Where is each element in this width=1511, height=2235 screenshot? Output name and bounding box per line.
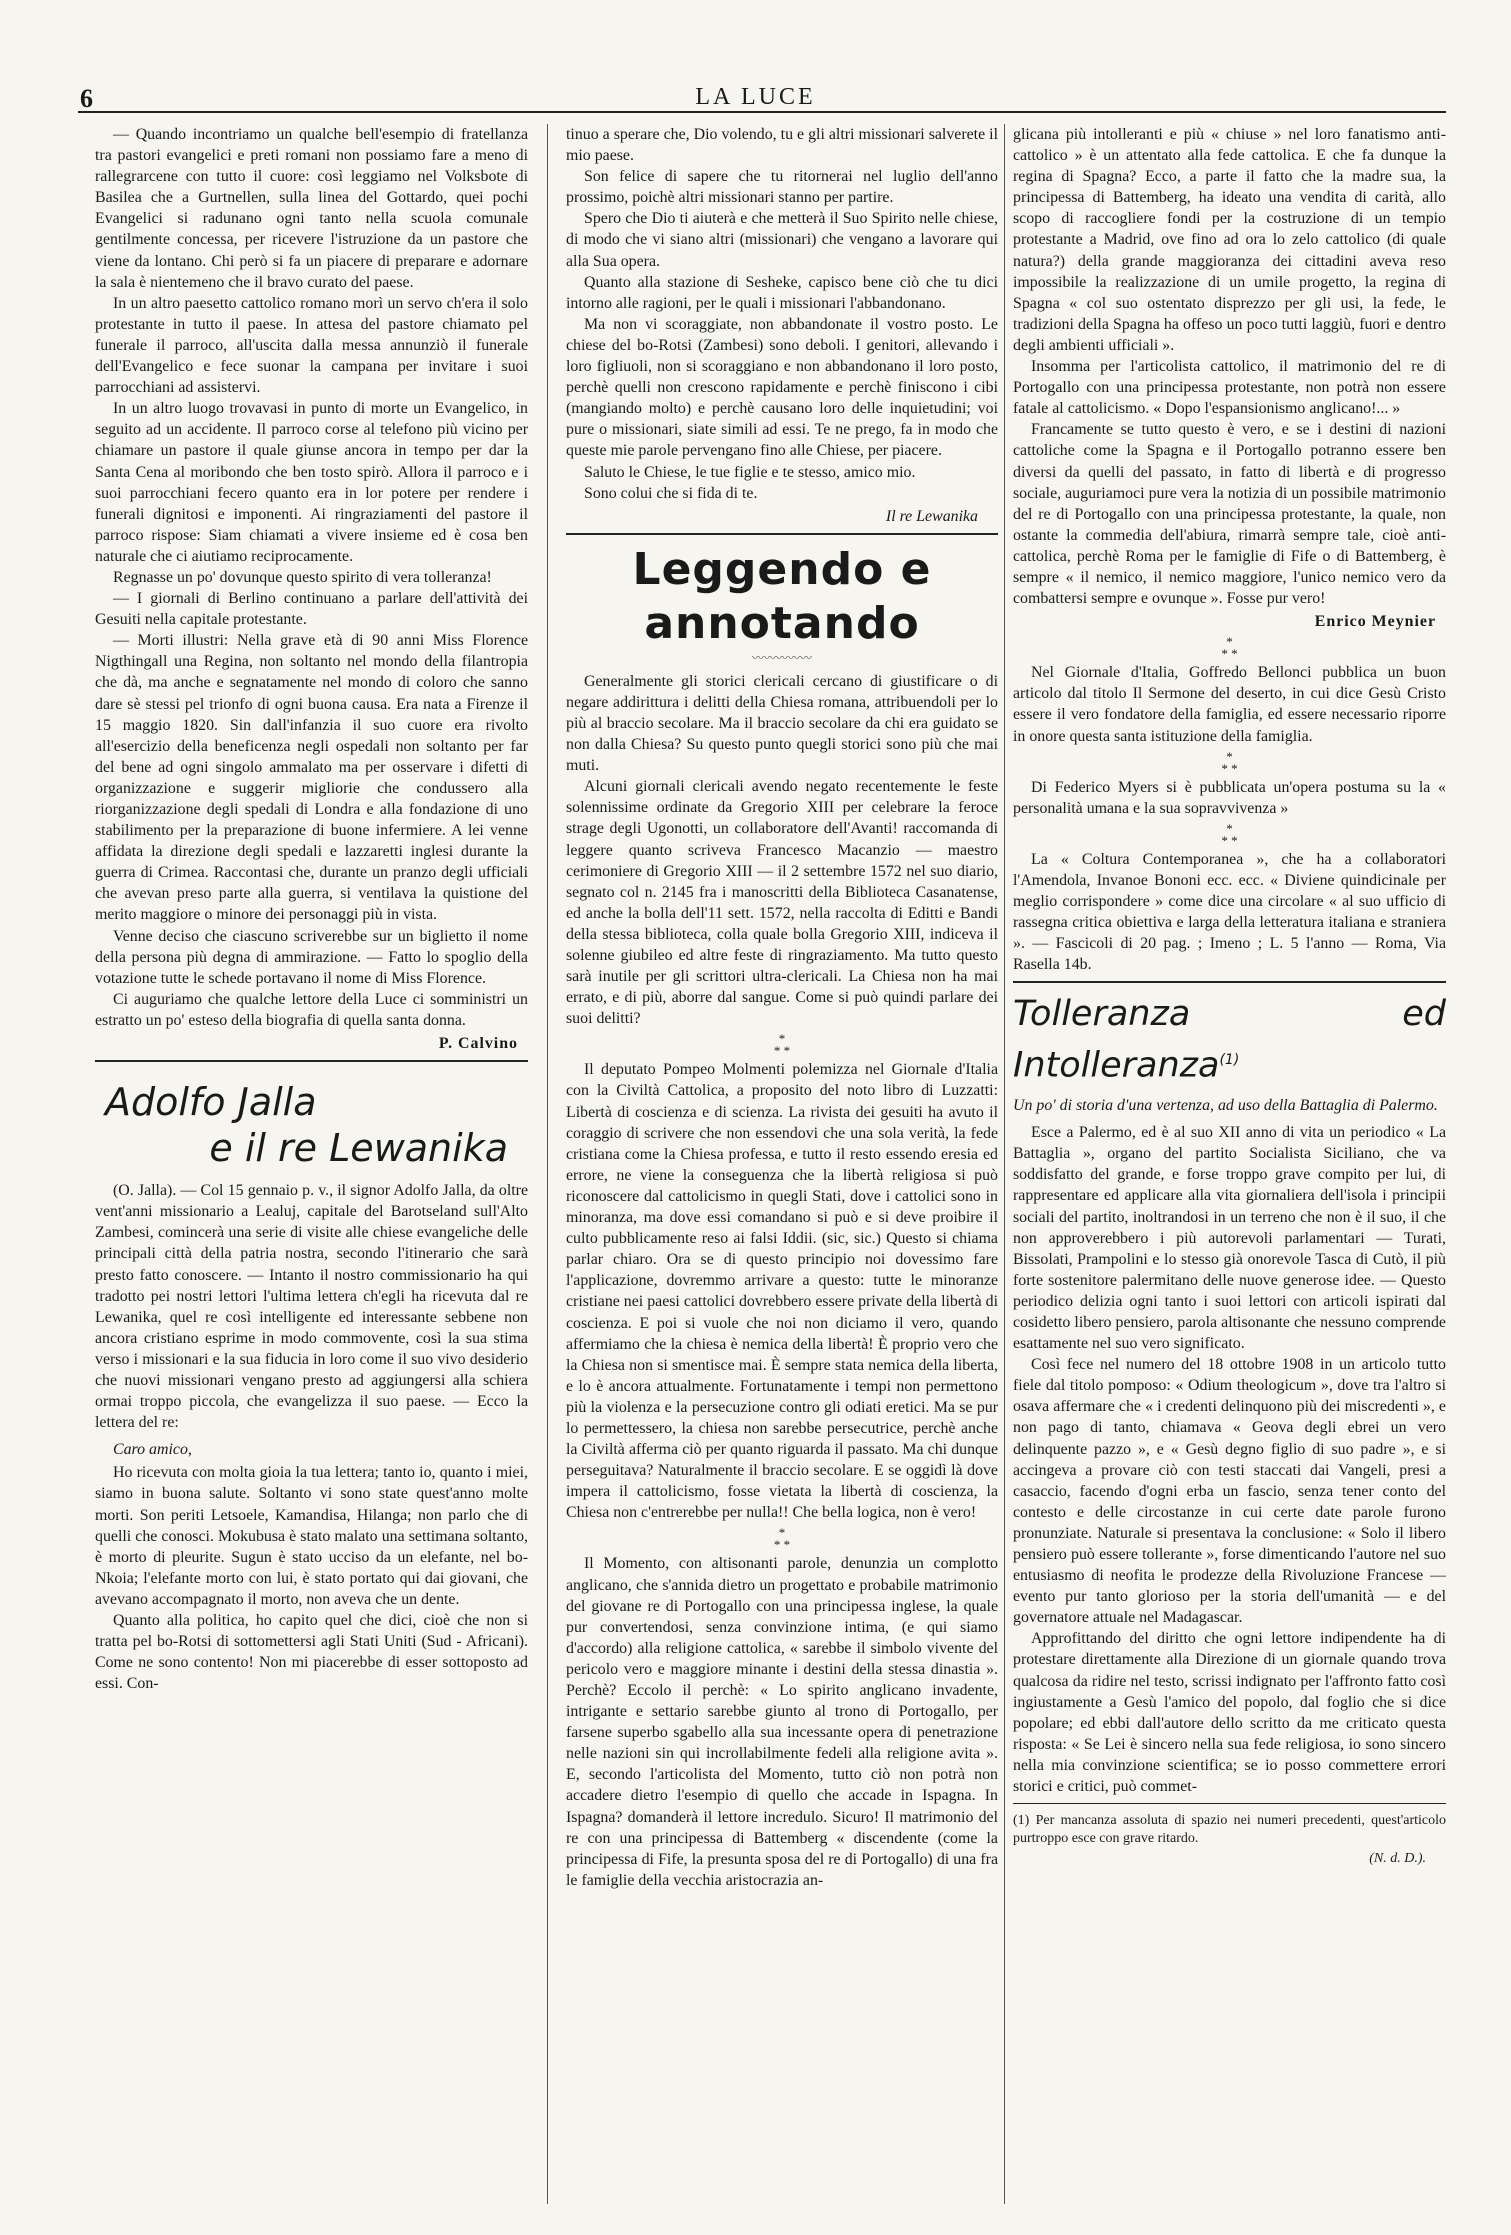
paragraph: Così fece nel numero del 18 ottobre 1908 in un articolo tutto fiele dal titolo pomposo: « Odium theologicum », dove tra l'altro si osava affermare che « i credenti delinquono più dei miscredenti », e non pago di tanto, chiamava « Geova degli ebrei un vero delinquente pazzo », e « Gesù degno figlio di suo padre », e si accingeva a provare ciò con testi staccati dai Vangeli, presi a casaccio, facendo d'ogni erba un fascio, senza tener conto del contesto e delle circostanze in cui certe date parole furono pronunziate. Naturale si presentava la conclusione: « Solo il libero pensiero può essere tollerante », forse dimenticando l'autore nel suo entusiasmo di neofita le prodezze della Rivoluzione Francese — evento pur tanto glorioso per la storia dell'umanità — e del governatore attuale nel Madagascar. [1013,1356,1446,1627]
section-rule [566,533,998,535]
paragraph: Venne deciso che ciascuno scriverebbe sur un biglietto il nome della persona più degna di ammirazione. — Fatto lo spoglio della votazione tutte le schede portavano il nome di Miss Florence. [95,927,528,987]
footnote [1013,1812,1446,1868]
article-subtitle: Un po' di storia d'una vertenza, ad uso della Battaglia di Palermo. [1013,1097,1438,1115]
paragraph: Quanto alla politica, ho capito quel che dici, cioè che non si tratta pel bo-Rotsi di sottomettersi agli Stati Uniti (Sud - Africani). Come ne sono contento! Non mi piacerebbe di esser sottoposto ad essi. Con- [95,1612,528,1693]
paragraph: (O. Jalla). — Col 15 gennaio p. v., il signor Adolfo Jalla, da oltre vent'anni missionario a Lealuj, capitale del Barotseland sull'Alto Zambesi, comincerà una serie di visite alle chiese evangeliche delle principali città della patria nostra, secondo l'itinerario che sarà presto fatto conoscere. — Intanto il nostro commissionario ha qui tradotto pei nostri lettori l'ultima lettera ch'egli ha ricevuta dal re Lewanika, quel re così intelligente ed interessante sebbene non ancora cristiano esprime in modo commovente, così la sua stima verso i missionari e la sua fiducia in loro come il suo vivo desiderio che nuovi missionari vengano presto ad aggiungersi alla schiera ormai troppo piccola, che evangelizza il suo paese. — Ecco la lettera del re: [95,1182,528,1432]
paragraph: Alcuni giornali clericali avendo negato recentemente le feste solennissime ordinate da Gregorio XIII per celebrare la feroce strage degli Ugonotti, un collaboratore dell'Avanti! raccomanda di leggere quanto scriveva Francesco Macanzio — maestro cerimoniere di Gregorio XIII — il 2 settembre 1572 nel suo diario, segnato col n. 2145 fra i manoscritti della Biblioteca Casanatense, ed anche la bolla dell'11 sett. 1572, nella raccolta di Editti e Bandi della stessa biblioteca, colla quale bolla Gregorio XIII, indiceva il solenne giubileo ed altre feste di ringraziamento. Ma tutto questo sarà inutile per gli scrittori ultra-clericali. La Chiesa non ha mai errato, e di più, aborre dal sangue. Come si può quindi parlare dei suoi delitti? [566,778,998,1028]
paragraph: Quanto alla stazione di Sesheke, capisco bene ciò che tu dici intorno alle ragioni, per le quali i missionari l'abbandonano. [566,273,998,312]
title-ornament: 〰〰〰〰〰 [751,650,812,665]
article-title-lewanika: e il re Lewanika [209,1126,508,1171]
paragraph: Nel Giornale d'Italia, Goffredo Bellonci pubblica un buon articolo dal titolo Il Sermone del deserto, in cui dice Gesù Cristo essere il vero fondatore della famiglia, ed essere necessario riporre in onore questa santa istituzione della famiglia. [1013,664,1446,745]
paragraph: Generalmente gli storici clericali cercano di giustificare o di negare addirittura i delitti della Chiesa romana, attribuendoli per lo più al braccio secolare. Ma il braccio secolare da chi era guidato se non dalla Chiesa? Su questo punto quegli storici sono più che mai muti. [566,672,998,775]
paragraph: Sono colui che si fida di te. [584,484,758,502]
section-title-leggendo: Leggendo e annotando [632,543,932,649]
paragraph: glicana più intolleranti e più « chiuse » nel loro fanatismo anti-cattolico » è un attentato alla fede cattolica. E che fa dunque la regina di Spagna? Ecco, a parte il fatto che la madre sua, la principessa di Battemberg, ha ideato una vendita di carità, allo scopo di raccogliere fondi per la costruzione di un tempio protestante a Madrid, ove fino ad ora lo zelo cattolico (di quale natura?) della grande maggioranza dei cittadini aveva reso impossibile la realizzazione di un umile progetto, la regina di Spagna « col suo ostentato disprezzo per gli usi, la fede, le tradizioni della Spagna ha offeso un poco tutti laggiù, fuori e dentro degli ambienti ufficiali ». [1013,126,1446,354]
footnote-text: (1) Per mancanza assoluta di spazio nei numeri precedenti, quest'articolo purtroppo esce con grave ritardo. [1013,1813,1446,1847]
column-rule-1 [547,124,548,2204]
article-title-tolleranza [1013,991,1446,1089]
column-rule-2 [1004,124,1005,2204]
separator-asterism: * * * [773,1525,791,1553]
footnote-marker: (1) [1219,1052,1240,1069]
page-number: 6 [80,84,93,113]
paragraph: Saluto le Chiese, le tue figlie e te stesso, amico mio. [584,463,916,481]
separator-asterism: * * * [773,1031,791,1059]
column-2 [566,124,998,2214]
footnote-rule [1013,1803,1446,1804]
paragraph: Regnasse un po' dovunque questo spirito di vera tolleranza! [113,568,492,586]
paragraph: Il deputato Pompeo Molmenti polemizza nel Giornale d'Italia con la Civiltà Cattolica, a proposito del noto libro di Luzzatti: Libertà di coscienza e di scienza. La rivista dei gesuiti ha avuto il coraggio di scrivere che non essendovi che una sola verità, la fede cristiana come la Chiesa professa, e tutto il resto essendo eresia ed errore, ne viene la conseguenza che la libertà religiosa si può riconoscere dal cattolicismo in quegli Stati, dove i cattolici sono in minoranza, ma dove essi comandano si può e si deve proibire il culto pubblicamente reso ai falsi Iddii. (sic, sic.) Questo si chiama parlar chiaro. Ora se di questo principio noi dovessimo fare l'applicazione, dovremmo arrivare a questo: tutte le minoranze cristiane nei paesi cattolici dovrebbero essere private della libertà di coscienza. E poi si vuole che noi non diciamo il vero, quando affermiamo che la chiesa è nemica della libertà! È proprio vero che la Chiesa non si smentisce mai. È sempre stata nemica della liberta, e lo è ancora attualmente. Fortunatamente i tempi non permettono più la violenza e la persecuzione contro gli odiati eretici. Ma se pur lo permettessero, la chiesa non sarebbe persecutrice, perchè anche la Civiltà afferma ciò per quanto riguarda il passato. Ma chi dunque perseguitava? Naturalmente il braccio secolare. E se oggidì là dove impera il cattolicismo, fosse vietata la libertà di coscienza, la Chiesa non c'entrerebbe per nulla!! Che bella logica, non è vero! [566,1061,998,1522]
article-title-adolfo-jalla: Adolfo Jalla [105,1080,317,1125]
paragraph: Son felice di sapere che tu ritornerai nel luglio dell'anno prossimo, poichè altri missionari stanno per partire. [566,168,998,207]
paragraph: Di Federico Myers si è pubblicata un'opera postuma su la « personalità umana e la sua sopravvivenza » [1013,778,1446,817]
column-1 [95,124,528,2214]
paragraph: Il Momento, con altisonanti parole, denunzia un complotto anglicano, che s'annida dietro un progettato e probabile matrimonio del giovane re di Portogallo con una principessa inglese, la quale pur convertendosi, senza convinzione intima, (e qui siamo d'accordo) alla religione cattolica, « sarebbe il simbolo vivente del pericolo vero e maggiore minante i destini della stessa dinastia ». Perchè? Eccolo il perchè: « Lo spirito anglicano invadente, intrigante e settario sarebbe giunto al trono di Portogallo, per farsene superbo sgabello alla sua incessante opera di penetrazione nelle nazioni sin qui incrollabilmente fedeli alla religione avita ». E, secondo l'articolista del Momento, tutto ciò non potrà non accadere dietro l'esempio di quello che accade in Ispagna. In Ispagna? domanderà il lettore incredulo. Sicuro! Il matrimonio del re con una principessa di Battemberg « discendente (come la principessa di Fife, la presunta sposa del re di Portogallo) di una fra le famiglie della vecchia aristocrazia an- [566,1555,998,1889]
letter-salutation: Caro amico, [113,1441,192,1459]
paragraph: — Morti illustri: Nella grave età di 90 anni Miss Florence Nigthingall una Regina, non soltanto nel mondo della filantropia che dà, ma anche e segnatamente nel mondo di coloro che sanno dare sè stessi pel trionfo di ogni buona causa. Era nata a Firenze il 15 maggio 1820. Sin dall'infanzia il suo cuore era rivolto all'esercizio della beneficenza negli ospedali non soltanto per far del bene ad ogni singolo ammalato ma per osservare i difetti di organizzazione e suggerir migliorie che condussero alla riorganizzazione degli spedali di Londra e alla fondazione di uno stabilimento per la preparazione di buone infermiere. A lei venne affidata la direzione degli spedali e lazzaretti inglesi durante la guerra di Crimea. Raccontasi che, durante un pranzo degli ufficiali che avevan preso parte alla guerra, si ventilava la quistione del merito maggiore o minore dei personaggi più in vista. [95,632,528,924]
paragraph: Esce a Palermo, ed è al suo XII anno di vita un periodico « La Battaglia », organo del partito Socialista Siciliano, che va soddisfatto del grande, e forse troppo grave compito per lui, di rappresentare ed applicare alla vita giornaliera dell'isola i principii sociali del partito, inoltrandosi in un terreno che non è il suo, il che non approverebbero i più autorevoli parlamentari — Turati, Bissolati, Prampolini e lo stesso già onorevole Tasca di Cutò, il più forte sostenitore palermitano delle nuove generose idee. — Questo periodico delizia ogni tanto i suoi lettori con articoli ispirati dal cosidetto libero pensiero, parola altisonante che nessuno comprende esattamente nel suo vero significato. [1013,1124,1446,1353]
signature-meynier: Enrico Meynier [1314,613,1436,631]
paragraph: Ci auguriamo che qualche lettore della Luce ci somministri un estratto un po' esteso della biografia di quella santa donna. [95,990,528,1029]
paragraph: La « Coltura Contemporanea », che ha a collaboratori l'Amendola, Invanoe Bononi ecc. ecc. « Diviene quindicinale per meglio corrispondere » come dice una circolare « al suo ufficio di rassegna critica obiettiva e larga della letteratura italiana e straniera ». — Fascicoli di 20 pag. ; Imeno ; L. 5 l'anno — Roma, Via Rasella 14b. [1013,850,1446,974]
paragraph: Spero che Dio ti aiuterà e che metterà il Suo Spirito nelle chiese, di modo che vi siano altri (missionari) che vengano a lavorare qui alla Sua opera. [566,210,998,270]
title-text: Tolleranza ed Intolleranza [1013,994,1446,1087]
signature-calvino: P. Calvino [438,1035,518,1053]
journal-masthead: LA LUCE [695,84,816,110]
paragraph: Francamente se tutto questo è vero, e se i destini di nazioni cattoliche come la Spagna e il Portogallo potranno essere ben diversi da quelli del passato, in fatto di libertà e di progresso sociale, auguriamoci pure vera la notizia di un possibile matrimonio del re di Portogallo con una principessa protestante, la quale, non ostante la commedia dell'abiura, rimarrà sempre tale, cioè anti-cattolica, perchè Roma per le famiglie di Fife o di Battemberg, è sempre « il nemico, il nemico maggiore, l'unico nemico vero da combattersi sempre e ovunque ». Fosse pur vero! [1013,421,1446,608]
separator-asterism: * * * [1221,820,1238,848]
separator-asterism: * * * [1221,748,1238,776]
separator-asterism: * * * [1221,634,1238,662]
paragraph: In un altro luogo trovavasi in punto di morte un Evangelico, in seguito ad un accidente. Il parroco corse al telefono più vicino per chiamare un pastore il quale giunse ancora in tempo per dar la Santa Cena al moribondo che ben tosto spirò. Allora il parroco e i suoi parrocchiani fecero quanto era in lor potere per rendere i funerali dignitosi e imponenti. Ai ringraziamenti del pastore il parroco rispose: Siam chiamati a vivere insieme ed è cosa ben naturale che ci aiutiamo reciprocamente. [95,400,528,565]
section-rule [95,1060,528,1062]
header-rule [78,111,1446,113]
paragraph: Ho ricevuta con molta gioia la tua lettera; tanto io, quanto i miei, siamo in buona salute. Soltanto vi sono state quest'anno molte morti. Son periti Letsoele, Kamandisa, Hilanga; non parlo che di quelli che conosci. Mokubusa è stato malato una settimana soltanto, è morto di pleurite. Sugun è stato ucciso da un elefante, nel bo-Nkoia; l'elefante morto con lui, è stato portato qui dai giovani, che avevano accompagnato il morto, non aveva che un dente. [95,1464,528,1608]
paragraph: — Quando incontriamo un qualche bell'esempio di fratellanza tra pastori evangelici e preti romani non possiamo fare a meno di rallegrarcene con tutto il cuore: così leggiamo nel Volksbote di Basilea che a Gurtnellen, sulla linea del Gottardo, quei pochi Evangelici si radunano ogni tanto nella scuola comunale gentilmente concessa, per ricevere l'istruzione da un pastore che viene da lontano. Chi però si fa un piacere di preparare e adornare la sala è nientemeno che il bravo curato del paese. [95,126,528,291]
paragraph: tinuo a sperare che, Dio volendo, tu e gli altri missionari salverete il mio paese. [566,126,998,165]
section-rule [1013,981,1446,983]
paragraph: In un altro paesetto cattolico romano morì un servo ch'era il solo protestante in tutto il paese. In attesa del pastore chiamato pel funerale il parroco, all'uscita dalla messa annunziò il funerale dell'Evangelico e fece suonar la campana per invitare i suoi parrocchiani ad assistervi. [95,294,528,397]
signature-lewanika: Il re Lewanika [885,507,978,525]
column-3 [1013,124,1446,2214]
paragraph: Approfittando del diritto che ogni lettore indipendente ha di protestare direttamente alla Direzione di un giornale quando trova qualcosa da ridire nel testo, scrissi indignato per l'affronto fatto così ingiustamente a Gesù l'amico del popolo, dal foglio che si dice popolare; ed ebbi dall'autore dello scritto da me criticato questa risposta: « Se Lei è sincero nella sua fede religiosa, io sono sincero nella mia convinzione scientifica; se io posso commettere errori storici e critici, può commet- [1013,1630,1446,1796]
paragraph: Insomma per l'articolista cattolico, il matrimonio del re di Portogallo con una principessa protestante, non potrà non essere fatale al cattolicismo. « Dopo l'espansionismo anglicano!... » [1013,358,1446,418]
footnote-signature: (N. d. D.). [1369,1851,1426,1867]
paragraph: — I giornali di Berlino continuano a parlare dell'attività dei Gesuiti nella capitale protestante. [95,590,528,629]
paragraph: Ma non vi scoraggiate, non abbandonate il vostro posto. Le chiese del bo-Rotsi (Zambesi) sono deboli. I genitori, allevando i loro figliuoli, non si scoraggiano e non abbandonano il loro posto, perchè quelli non crescono rapidamente e perchè finiscono i cibi (mangiando molto) e perchè causano loro delle inquietudini; voi pure o missionari, siate simili ad essi. Te ne prego, fa in modo che queste mie parole pervengano fino alle Chiese, per piacere. [566,315,998,460]
